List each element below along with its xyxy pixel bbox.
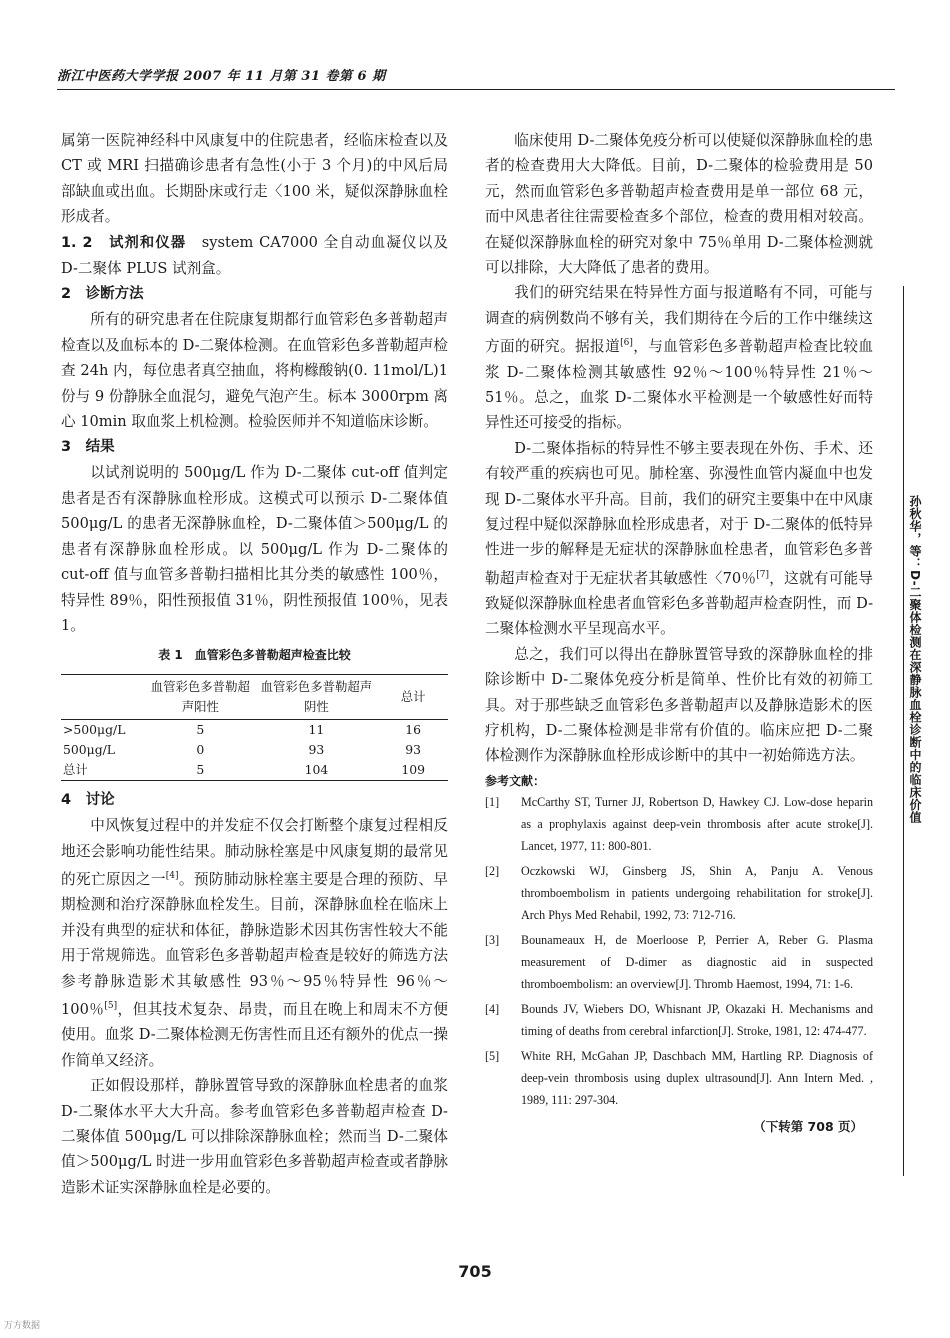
table-header-cell: 总计: [400, 689, 426, 705]
reference-text: Bounds JV, Wiebers DO, Whisnant JP, Okazaki H. Mechanisms and timing of deaths from cerebral infarction[J]. Stroke, 1981, 12: 474-477.: [521, 1001, 873, 1038]
table-cell: 109: [401, 762, 425, 778]
table-cell: 5: [196, 722, 205, 738]
text-span: 。预防肺动脉栓塞主要是合理的预防、早期检测和治疗深静脉血栓发生。目前，深静脉血栓在临床上并没有典型的症状和体征，静脉造影术因其伤害性较大不能用于常规筛选。血管彩色多普勒超声检查是较好的筛选方法参考静脉造影术其敏感性 93％～95％特异性 96％～100％: [61, 870, 448, 1018]
table-header-row: [61, 675, 448, 720]
section-2-heading: 2 诊断方法: [61, 286, 144, 303]
text-span: D-二聚体指标的特异性不够主要表现在外伤、手术、还有较严重的疾病也可见。肺栓塞、弥漫性血管内凝血中也发现 D-二聚体水平升高。目前，我们的研究主要集中在中风康复过程中疑似深静脉血栓形成患者，对于 D-二聚体的低特异性进一步的解释是无症状的深静脉血栓患者，血管彩色多普勒超声检查对于无症状者其敏感性〈70％: [485, 439, 873, 587]
reference-number: [5]: [485, 1048, 500, 1063]
section-3-text: 以试剂说明的 500μg/L 作为 D-二聚体 cut-off 值判定患者是否有深静脉血栓形成。这模式可以预示 D-二聚体值 500μg/L 的患者无深静脉血栓，D-二聚体值＞500μg/L 的患者有深静脉血栓形成。以 500μg/L 作为 D-二聚体的 cut-off 值与血管多普勒扫描相比其分类的敏感性 100％，特异性 89％，阳性预报值 31％，阴性预报值 100％，见表 1。: [61, 464, 448, 634]
journal-header: 浙江中医药大学学报 2007 年 11 月第 31 卷第 6 期: [57, 69, 386, 84]
reference-item: [485, 860, 873, 926]
section-4-heading: 4 讨论: [61, 792, 115, 809]
text-span: 中风恢复过程中的并发症不仅会打断整个康复过程相反地还会影响功能性结果。肺动脉栓塞是中风康复期的最常见的死亡原因之一: [61, 817, 448, 888]
table-header-cell: 血管彩色多普勒超声阴性: [260, 679, 373, 715]
table-cell: >500μg/L: [63, 722, 126, 738]
references-heading: 参考文献：: [485, 773, 546, 788]
continued-note: （下转第 708 页）: [753, 1118, 863, 1134]
section-1-2: [61, 230, 448, 282]
reference-item: [485, 791, 873, 857]
right-column: [485, 128, 873, 1139]
reference-number: [1]: [485, 794, 500, 809]
reference-text: White RH, McGahan JP, Daschbach MM, Hartling RP. Diagnosis of deep-vein thrombosis using duplex ultrasound[J]. Ann Intern Med. , 1989, 111: 297-304.: [521, 1048, 873, 1107]
section-2-text: 所有的研究患者在住院康复期都行血管彩色多普勒超声检查以及血标本的 D-二聚体检测。在血管彩色多普勒超声检查 24h 内，每位患者真空抽血，将枸橼酸钠(0. 11mol/L)1 份与 9 份静脉全血混匀，避免气泡产生。标本 3000rpm 离心 10min 取血浆上机检测。检验医师并不知道临床诊断。: [61, 311, 449, 431]
citation: [4]: [165, 871, 179, 882]
table-header-cell: [61, 675, 146, 720]
section-4-paragraph-2: 正如假设那样，静脉置管导致的深静脉血栓患者的血浆 D-二聚体水平大大升高。参考血管彩色多普勒超声检查 D-二聚体值 500μg/L 可以排除深静脉血栓；然而当 D-二聚体值＞500μg/L 时进一步用血管彩色多普勒超声检查或者静脉造影术证实深静脉血栓是必要的。: [61, 1077, 448, 1196]
text-span: 我们的研究结果在特异性方面与报道略有不同，可能与调查的病例数尚不够有关，我们期待在今后的工作中继续这方面的研究。据报道: [485, 284, 873, 356]
section-4-paragraph-1: [61, 813, 448, 1073]
section-3-heading: 3 结果: [61, 439, 115, 456]
table-cell: 0: [196, 742, 205, 758]
table-row: [61, 760, 448, 781]
section-1-2-number: 1. 2: [61, 234, 93, 251]
table-cell: 93: [308, 742, 325, 758]
reference-text: Bounameaux H, de Moerloose P, Perrier A, Reber G. Plasma measurement of D-dimer as diagnostic aid in suspected thromboembolism: an overview[J]. Thromb Haemost, 1994, 71: 1-6.: [521, 932, 873, 991]
citation: [6]: [620, 338, 633, 349]
table-cell: 5: [196, 762, 205, 778]
page-number: 705: [458, 1262, 492, 1281]
results-table: [61, 674, 448, 781]
table-cell: 500μg/L: [63, 742, 116, 758]
reference-item: [485, 1045, 873, 1111]
table-cell: 总计: [63, 762, 88, 778]
discussion-paragraph-2: [485, 280, 873, 435]
reference-item: [485, 998, 873, 1042]
section-1-2-title: 试剂和仪器: [109, 234, 187, 251]
reference-text: Oczkowski WJ, Ginsberg JS, Shin A, Panju A. Venous thromboembolism in patients undergoing rehabilitation for stroke[J]. Arch Phys Med Rehabil, 1992, 73: 712-716.: [521, 863, 873, 922]
table-header-cell: 血管彩色多普勒超声阳性: [150, 679, 250, 715]
table-row: [61, 740, 448, 760]
table-cell: 93: [405, 742, 422, 758]
reference-text: McCarthy ST, Turner JJ, Robertson D, Hawkey CJ. Low-dose heparin as a prophylaxis against deep-vein thrombosis after acute stroke[J]. Lancet, 1977, 11: 800-801.: [521, 794, 873, 853]
intro-paragraph: 属第一医院神经科中风康复中的住院患者，经临床检查以及 CT 或 MRI 扫描确诊患者有急性(小于 3 个月)的中风后局部缺血或出血。长期卧床或行走〈100 米，疑似深静脉血栓形成者。: [61, 132, 448, 226]
reference-number: [2]: [485, 863, 500, 878]
reference-number: [3]: [485, 932, 500, 947]
table-cell: 16: [405, 722, 422, 738]
text-span: ，这就有可能导致疑似深静脉血栓患者血管彩色多普勒超声检查阴性，而 D-二聚体检测水平呈现高水平。: [485, 569, 873, 638]
watermark: 万方数据: [4, 1321, 41, 1331]
discussion-paragraph-1: 临床使用 D-二聚体免疫分析可以使疑似深静脉血栓的患者的检查费用大大降低。目前，D-二聚体的检验费用是 50 元，然而血管彩色多普勒超声检查费用是单一部位 68 元，而中风患者往往需要检查多个部位，检查的费用相对较高。在疑似深静脉血栓的研究对象中 75％单用 D-二聚体检测就可以排除，大大降低了患者的费用。: [485, 132, 873, 277]
text-span: ，与血管彩色多普勒超声检查比较血浆 D-二聚体检测其敏感性 92％～100％特异性 21％～51％。总之，血浆 D-二聚体水平检测是一个敏感性好而特异性还可接受的指标。: [485, 338, 873, 432]
reference-number: [4]: [485, 1001, 500, 1016]
side-rule: [903, 286, 904, 1176]
left-column: [61, 128, 448, 1200]
text-span: ，但其技术复杂、昂贵，而且在晚上和周末不方便使用。血浆 D-二聚体检测无伤害性而且还有额外的优点一操作简单又经济。: [61, 1000, 448, 1069]
citation: [7]: [756, 569, 770, 580]
header-rule: [57, 89, 895, 90]
discussion-paragraph-3: [485, 436, 873, 642]
table-caption: 表 1 血管彩色多普勒超声检查比较: [158, 648, 351, 663]
table-row: [61, 720, 448, 741]
table-cell: 11: [308, 722, 325, 738]
citation: [5]: [104, 1001, 118, 1012]
reference-item: [485, 929, 873, 995]
section-1-2-text: system CA7000 全自动血凝仪以及 D-二聚体 PLUS 试剂盒。: [61, 233, 448, 278]
table-cell: 104: [304, 762, 329, 778]
running-title-vertical: 孙秋华，等：D-二聚体检测在深静脉血栓诊断中的临床价值: [908, 495, 922, 824]
discussion-paragraph-4: 总之，我们可以得出在静脉置管导致的深静脉血栓的排除诊断中 D-二聚体免疫分析是简单、性价比有效的初筛工具。对于那些缺乏血管彩色多普勒超声以及静脉造影术的医疗机构，D-二聚体检测是非常有价值的。临床应把 D-二聚体检测作为深静脉血栓形成诊断中的其中一初始筛选方法。: [485, 645, 873, 765]
